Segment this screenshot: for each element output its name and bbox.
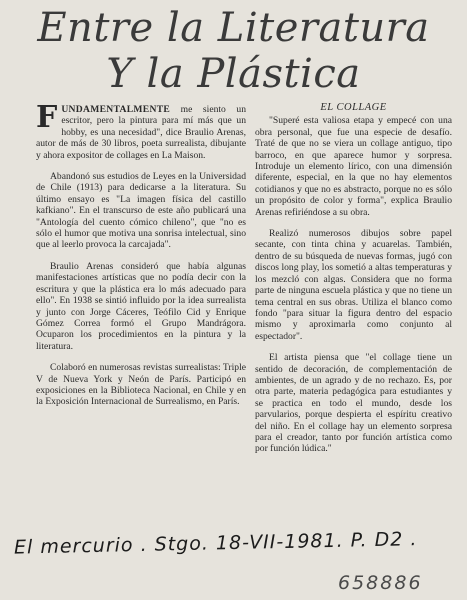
- headline-line-2: Y la Plástica: [106, 51, 361, 97]
- paragraph-studies: Abandonó sus estudios de Leyes en la Universidad de Chile (1913) para dedicarse a la literatura. Su último ensayo es "La imagen física del castillo kafkiano". En el transcurso de este año publicará una "Antología del cuento cómico chileno", que "no es sólo el humor que motiva una sonrisa intelectual, sino que al leerlo provoca la carcajada".: [36, 171, 246, 251]
- handwritten-source-note: El mercurio . Stgo. 18-VII-1981. P. D2 .: [13, 528, 418, 559]
- left-column: [36, 100, 246, 418]
- intro-text: me siento un escritor, pero la pintura para mí más que un hobby, es una necesidad", dice Braulio Arenas, autor de más de 30 libros, poeta surrealista, dibujante y ahora expositor de collages en La Maison.: [36, 104, 246, 161]
- right-column: [255, 104, 452, 465]
- paragraph-collage-meaning: El artista piensa que "el collage tiene un sentido de decoración, de complementación de ambientes, de un agrado y de no rechazo. Es, por otra parte, materia pedagógica para estudiantes y se practica en todo el mundo, desde los parvularios, porque despierta el espíritu creativo del niño. En el collage hay un elemento sorpresa para el creador, tanto por función artística como por función lúdica.": [255, 352, 452, 455]
- catalog-number: 658886: [338, 572, 423, 594]
- section-heading-collage: EL COLLAGE: [320, 102, 387, 113]
- paragraph-drawings: Realizó numerosos dibujos sobre papel secante, con tinta china y acuarelas. También, dentro de su búsqueda de nuevas formas, jugó con discos long play, los sometió a altas temperaturas y los mezcló con algas. Considera que no forma parte de ninguna escuela plástica y que no tiene un tema central en sus obras. Utiliza el blanco como fondo "para situar la figura dentro del espacio mismo y aproximarla como conjunto al espectador".: [255, 228, 452, 342]
- paragraph-surrealism: Braulio Arenas consideró que había algunas manifestaciones artísticas que no podía decir con la escritura y que la plástica era lo más adecuado para ello". En 1938 se sintió influido por la idea surrealista y junto con Jorge Cáceres, Teófilo Cid y Enrique Gómez Correa formó el Grupo Mandrágora. Ocuparon los procedimientos en la pintura y la literatura.: [36, 260, 246, 352]
- headline-line-1: Entre la Literatura: [37, 5, 430, 51]
- lead-word: UNDAMENTALMENTE: [61, 104, 171, 115]
- drop-cap: F: [36, 100, 58, 135]
- paragraph-collage-stage: "Superé esta valiosa etapa y empecé con una obra personal, que fue una especie de desafío. Traté de que no se viera un collage antiguo, tipo barroco, en que aparece humor y sorpresa. Introduje un elemento lírico, con una dimensión diferente, especial, en la que no hay elementos cotidianos y que no es abstracto, porque no es sólo un propósito de color y forma", explica Braulio Arenas refiriéndose a su obra.: [255, 115, 452, 218]
- intro-paragraph: [36, 100, 246, 161]
- paragraph-magazines: Colaboró en numerosas revistas surrealistas: Triple V de Nueva York y Neón de París. Participó en exposiciones en la Biblioteca Nacional, en Chile y en la Exposición Internacional de Surrealismo, en París.: [36, 362, 246, 408]
